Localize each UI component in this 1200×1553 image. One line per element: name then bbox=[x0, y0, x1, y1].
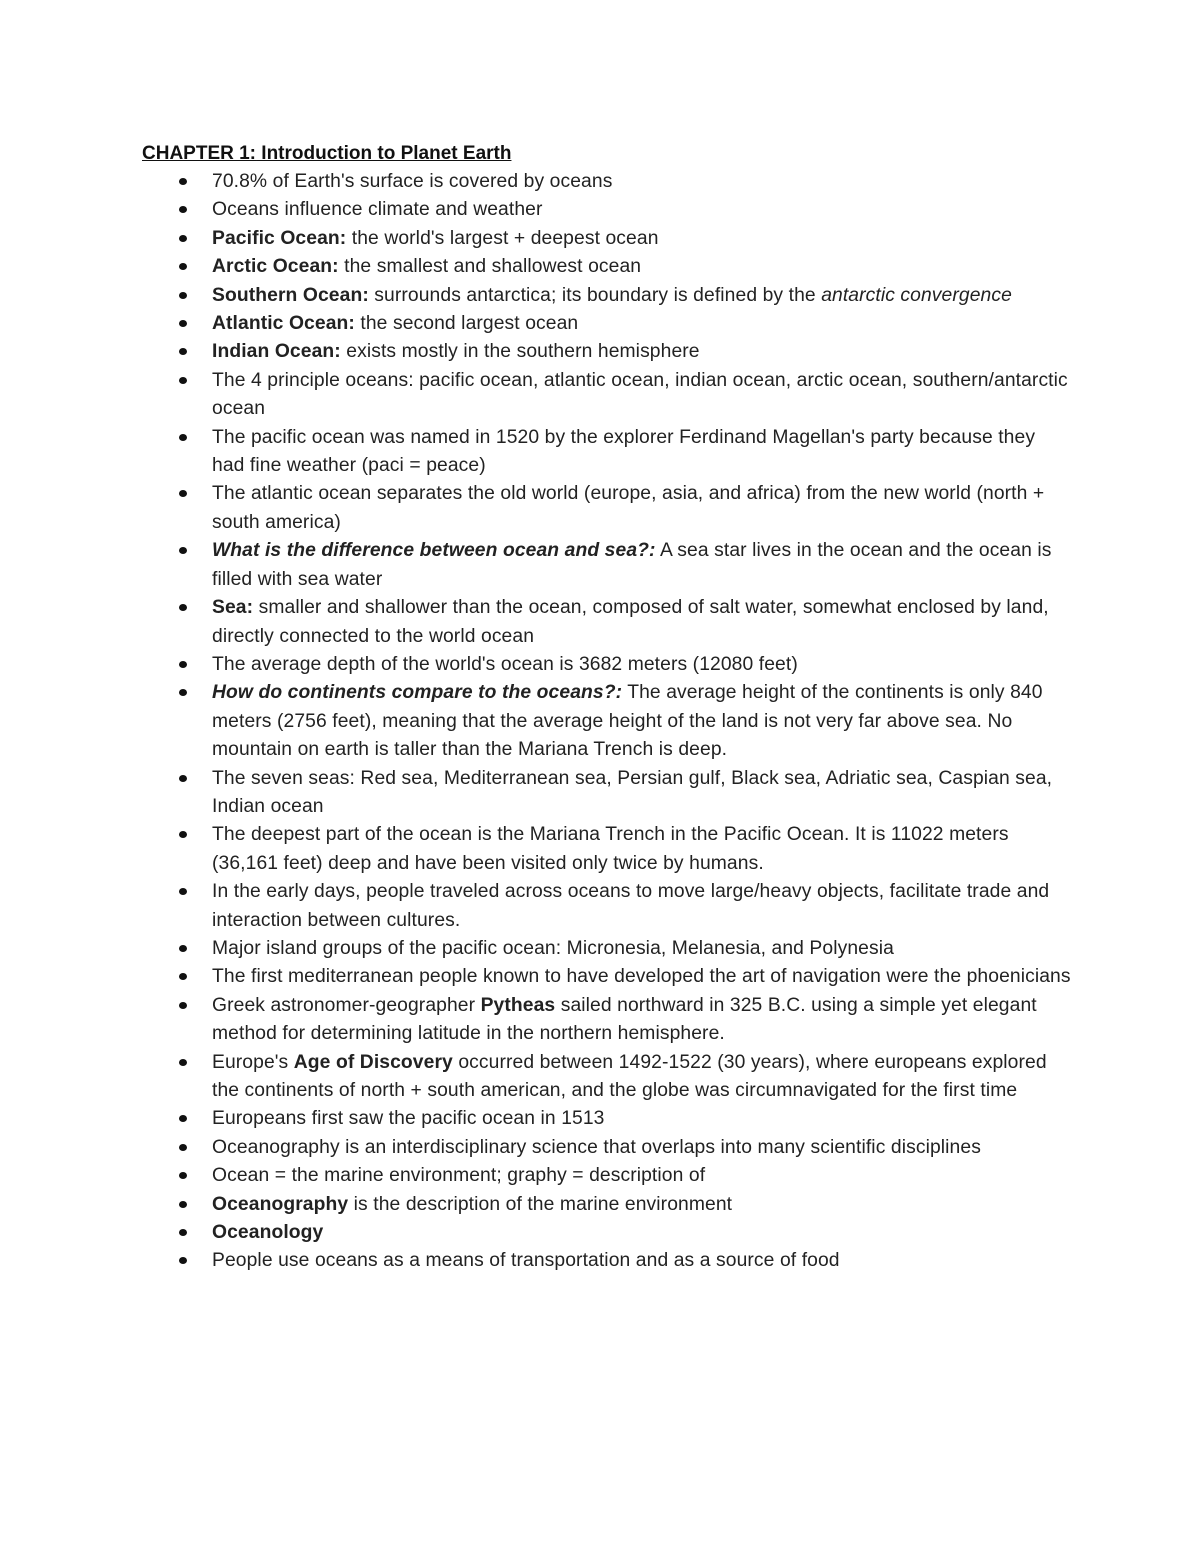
note-text: is the description of the marine environment bbox=[348, 1193, 733, 1215]
note-term: Sea: bbox=[212, 597, 254, 619]
document-page bbox=[142, 140, 1072, 1276]
note-term: Indian Ocean: bbox=[212, 341, 341, 363]
note-question: What is the difference between ocean and sea?: bbox=[212, 540, 656, 562]
bullet-icon bbox=[179, 1172, 187, 1179]
list-item bbox=[142, 1191, 1072, 1219]
bullet-icon bbox=[179, 348, 187, 355]
note-text: the second largest ocean bbox=[354, 313, 579, 335]
bullet-icon bbox=[179, 1229, 187, 1236]
list-item bbox=[142, 338, 1072, 366]
note-text: 70.8% of Earth's surface is covered by oceans bbox=[212, 171, 613, 192]
list-item bbox=[142, 963, 1072, 991]
list-item bbox=[142, 1219, 1072, 1247]
note-text: smaller and shallower than the ocean, composed of salt water, somewhat enclosed by land, directly connected to the world ocean bbox=[212, 597, 1049, 647]
bullet-icon bbox=[179, 1059, 187, 1066]
bullet-icon bbox=[179, 235, 187, 242]
note-text-pre: Greek astronomer-geographer bbox=[212, 994, 481, 1016]
note-text: The average height of the continents is only 840 meters (2756 feet), meaning that the average height of the land is not very far above sea. No mountain on earth is taller than the Mariana Trench is deep. bbox=[212, 682, 1043, 761]
list-item bbox=[142, 1105, 1072, 1133]
list-item bbox=[142, 196, 1072, 224]
list-item bbox=[142, 310, 1072, 338]
note-text: Oceanography is an interdisciplinary science that overlaps into many scientific disciplines bbox=[212, 1136, 981, 1158]
note-question: How do continents compare to the oceans?: bbox=[212, 682, 623, 704]
note-text: The 4 principle oceans: pacific ocean, atlantic ocean, indian ocean, arctic ocean, southern/antarctic ocean bbox=[212, 369, 1068, 420]
note-term: Pacific Ocean: bbox=[212, 227, 347, 249]
list-item bbox=[142, 168, 1072, 196]
bullet-icon bbox=[179, 945, 187, 952]
list-item bbox=[142, 765, 1072, 822]
list-item bbox=[142, 253, 1072, 281]
chapter-number: CHAPTER 1: bbox=[142, 143, 257, 164]
note-term: Oceanography bbox=[212, 1193, 349, 1215]
bullet-icon bbox=[179, 1257, 187, 1264]
chapter-title: Introduction to Planet Earth bbox=[256, 143, 512, 164]
note-term: Southern Ocean: bbox=[212, 284, 369, 306]
note-text: exists mostly in the southern hemisphere bbox=[340, 341, 700, 363]
note-text: The average depth of the world's ocean is 3682 meters (12080 feet) bbox=[212, 653, 798, 675]
list-item bbox=[142, 878, 1072, 935]
list-item bbox=[142, 537, 1072, 594]
list-item bbox=[142, 679, 1072, 764]
list-item bbox=[142, 480, 1072, 537]
notes-list bbox=[142, 168, 1072, 1276]
note-text: occurred between 1492-1522 (30 years), where europeans explored the continents of north + south american, and the globe was circumnavigated for the first time bbox=[212, 1051, 1047, 1101]
list-item bbox=[142, 935, 1072, 963]
bullet-icon bbox=[179, 490, 187, 497]
bullet-icon bbox=[179, 973, 187, 980]
note-term: Pytheas bbox=[480, 994, 556, 1016]
bullet-icon bbox=[179, 831, 187, 838]
list-item bbox=[142, 1247, 1072, 1275]
bullet-icon bbox=[179, 775, 187, 782]
bullet-icon bbox=[179, 178, 187, 185]
note-text: Oceans influence climate and weather bbox=[212, 199, 543, 221]
note-text: The atlantic ocean separates the old world (europe, asia, and africa) from the new world (north + south america) bbox=[212, 483, 1045, 533]
note-text: Europeans first saw the pacific ocean in 1513 bbox=[212, 1108, 605, 1130]
bullet-icon bbox=[179, 434, 187, 441]
note-term: Arctic Ocean: bbox=[212, 256, 339, 278]
note-text-pre: Europe's bbox=[212, 1051, 294, 1073]
note-text: The pacific ocean was named in 1520 by the explorer Ferdinand Magellan's party because they had fine weather (paci = peace) bbox=[212, 426, 1036, 477]
list-item bbox=[142, 1049, 1072, 1106]
list-item bbox=[142, 367, 1072, 424]
note-text: sailed northward in 325 B.C. using a simple yet elegant method for determining latitude in the northern hemisphere. bbox=[212, 994, 1037, 1045]
bullet-icon bbox=[179, 206, 187, 213]
bullet-icon bbox=[179, 888, 187, 895]
note-text: the world's largest + deepest ocean bbox=[346, 227, 659, 249]
list-item bbox=[142, 821, 1072, 878]
note-term: Atlantic Ocean: bbox=[212, 313, 355, 335]
bullet-icon bbox=[179, 377, 187, 384]
note-text: A sea star lives in the ocean and the ocean is filled with sea water bbox=[212, 540, 1052, 590]
list-item bbox=[142, 992, 1072, 1049]
note-text: surrounds antarctica; its boundary is defined by the bbox=[368, 284, 822, 306]
note-term: Oceanology bbox=[212, 1222, 324, 1244]
chapter-heading bbox=[142, 140, 1072, 168]
note-text: the smallest and shallowest ocean bbox=[338, 256, 642, 278]
bullet-icon bbox=[179, 1201, 187, 1208]
bullet-icon bbox=[179, 1115, 187, 1122]
list-item bbox=[142, 651, 1072, 679]
bullet-icon bbox=[179, 661, 187, 668]
bullet-icon bbox=[179, 1144, 187, 1151]
note-text: Ocean = the marine environment; graphy = description of bbox=[212, 1165, 706, 1187]
bullet-icon bbox=[179, 263, 187, 270]
bullet-icon bbox=[179, 292, 187, 299]
note-text: The seven seas: Red sea, Mediterranean sea, Persian gulf, Black sea, Adriatic sea, Caspian sea, Indian ocean bbox=[212, 767, 1053, 817]
bullet-icon bbox=[179, 604, 187, 611]
bullet-icon bbox=[179, 1002, 187, 1009]
note-text: People use oceans as a means of transportation and as a source of food bbox=[212, 1250, 840, 1272]
list-item bbox=[142, 594, 1072, 651]
note-text: The deepest part of the ocean is the Mariana Trench in the Pacific Ocean. It is 11022 meters (36,161 feet) deep and have been visited only twice by humans. bbox=[212, 824, 1009, 874]
note-italic-term: antarctic convergence bbox=[821, 284, 1012, 306]
bullet-icon bbox=[179, 689, 187, 696]
bullet-icon bbox=[179, 547, 187, 554]
note-text: In the early days, people traveled across oceans to move large/heavy objects, facilitate trade and interaction between cultures. bbox=[212, 881, 1050, 931]
bullet-icon bbox=[179, 320, 187, 327]
list-item bbox=[142, 282, 1072, 310]
list-item bbox=[142, 1134, 1072, 1162]
list-item bbox=[142, 225, 1072, 253]
note-term: Age of Discovery bbox=[293, 1051, 453, 1073]
list-item bbox=[142, 424, 1072, 481]
list-item bbox=[142, 1162, 1072, 1190]
note-text: The first mediterranean people known to have developed the art of navigation were the phoenicians bbox=[212, 966, 1071, 988]
note-text: Major island groups of the pacific ocean: Micronesia, Melanesia, and Polynesia bbox=[212, 937, 894, 959]
